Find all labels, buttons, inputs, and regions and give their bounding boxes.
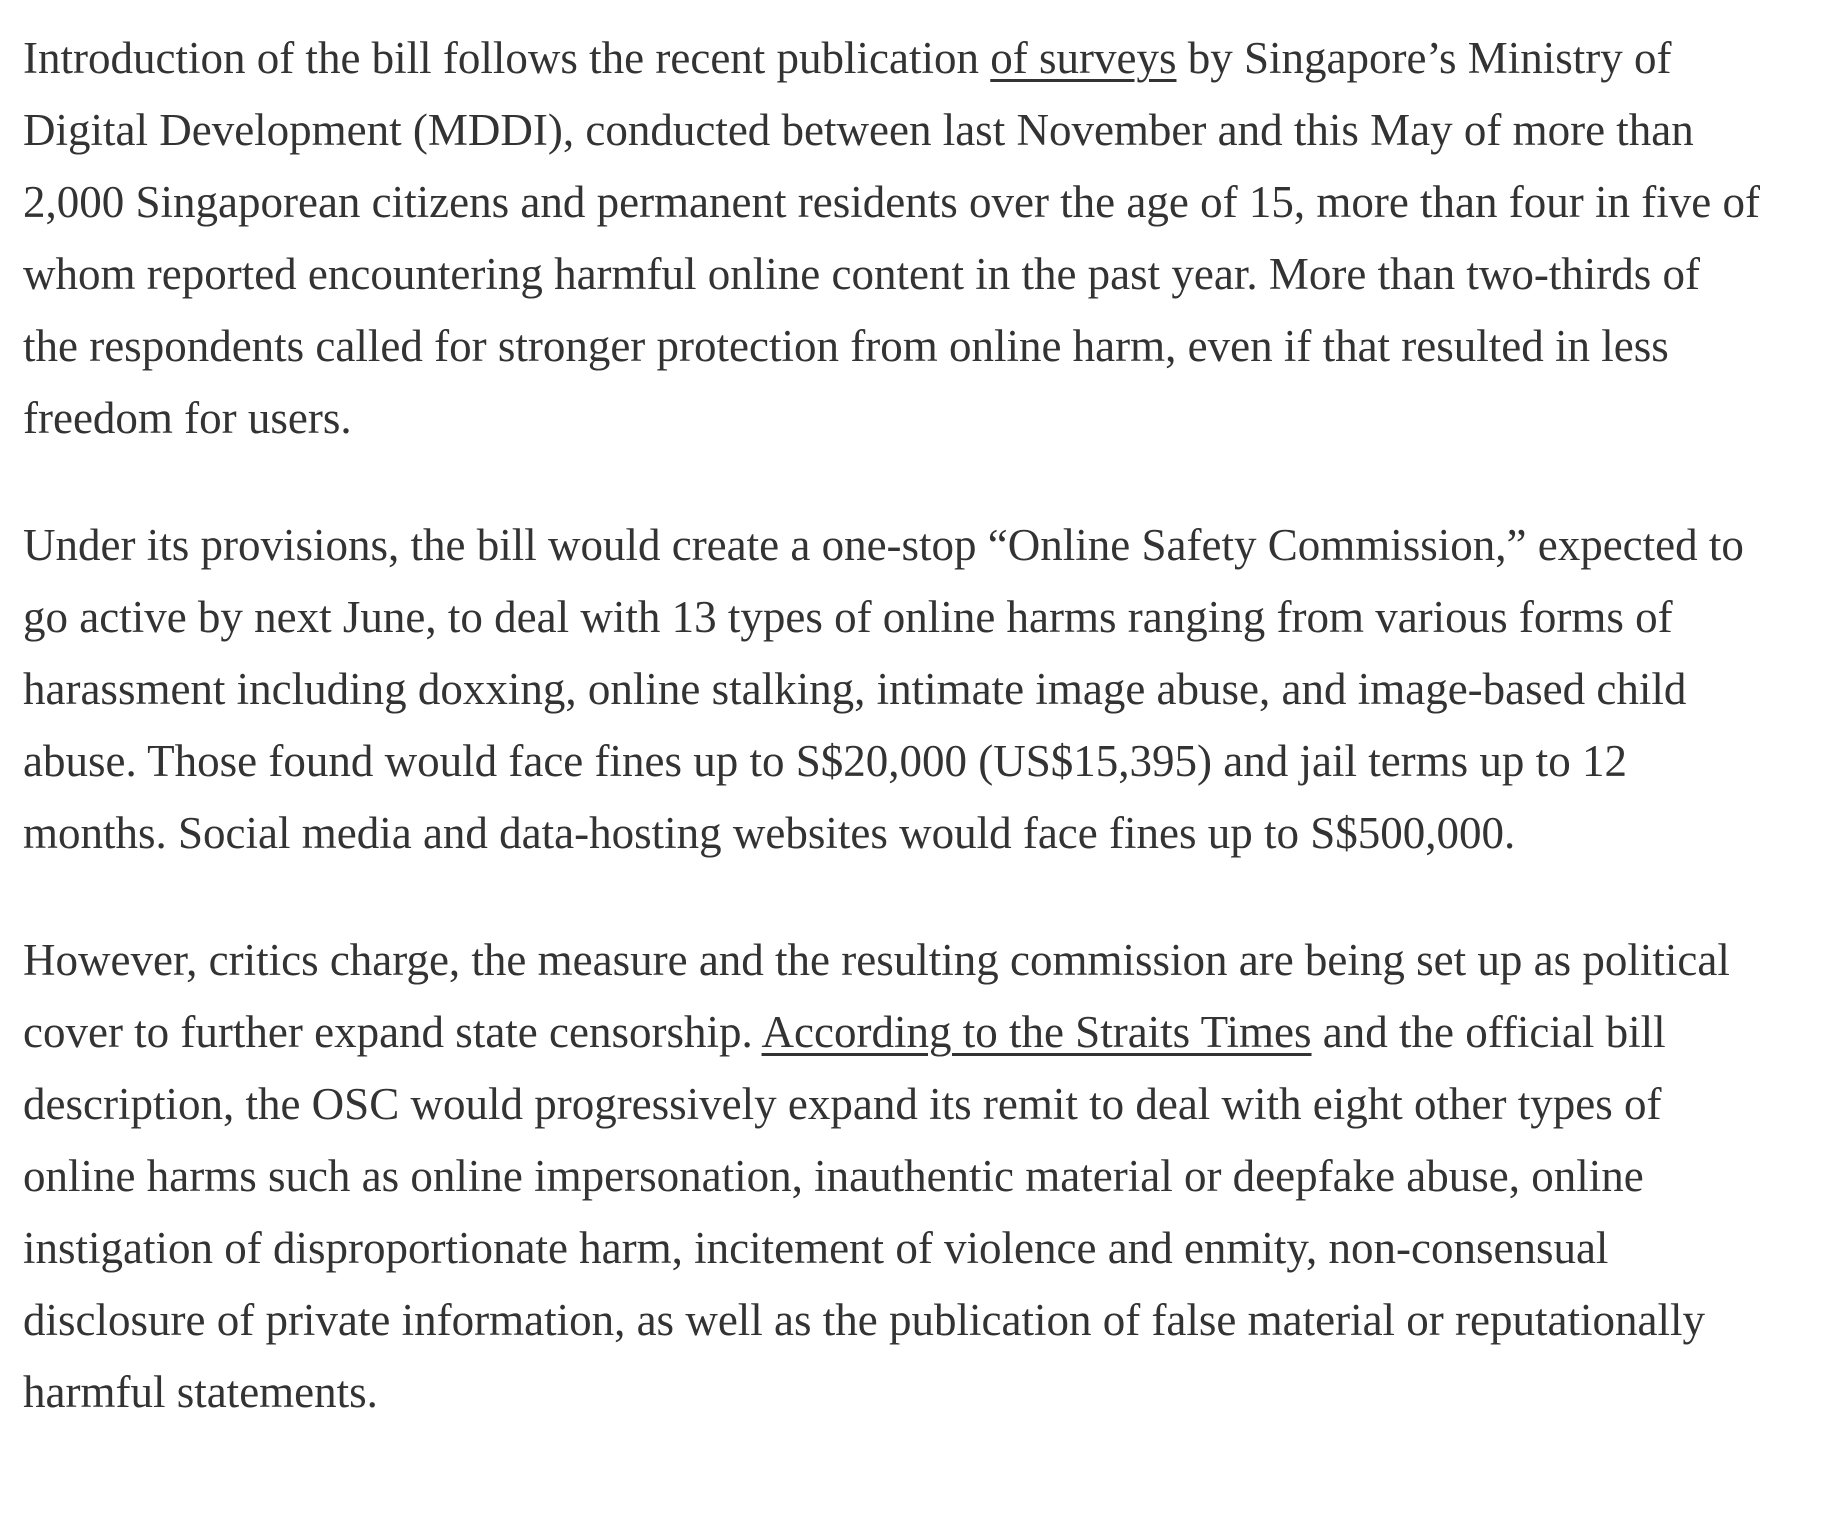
straits-times-link[interactable]: According to the Straits Times (761, 1007, 1312, 1057)
surveys-link[interactable]: of surveys (990, 33, 1177, 83)
paragraph-2 (23, 509, 1763, 869)
paragraph-1-text-before-link: Introduction of the bill follows the recent publication (23, 33, 991, 83)
paragraph-3 (23, 924, 1763, 1428)
paragraph-1-text-after-link: by Singapore’s Ministry of Digital Development (MDDI), conducted between last November and this May of more than 2,000 Singaporean citizens and permanent residents over the age of 15, more than four in five of whom reported encountering harmful online content in the past year. More than two-thirds of the respondents called for stronger protection from online harm, even if that resulted in less freedom for users. (23, 33, 1760, 443)
paragraph-2-text: Under its provisions, the bill would create a one-stop “Online Safety Commission,” expected to go active by next June, to deal with 13 types of online harms ranging from various forms of harassment including doxxing, online stalking, intimate image abuse, and image-based child abuse. Those found would face fines up to S$20,000 (US$15,395) and jail terms up to 12 months. Social media and data-hosting websites would face fines up to S$500,000. (23, 520, 1744, 858)
paragraph-3-text-after-link: and the official bill description, the OSC would progressively expand its remit to deal with eight other types of online harms such as online impersonation, inauthentic material or deepfake abuse, online instigation of disproportionate harm, incitement of violence and enmity, non-consensual disclosure of private information, as well as the publication of false material or reputationally harmful statements. (23, 1007, 1705, 1417)
paragraph-3-text-before-link: However, critics charge, the measure and the resulting commission are being set up as political cover to further expand state censorship. (23, 935, 1730, 1057)
paragraph-1 (23, 22, 1763, 454)
